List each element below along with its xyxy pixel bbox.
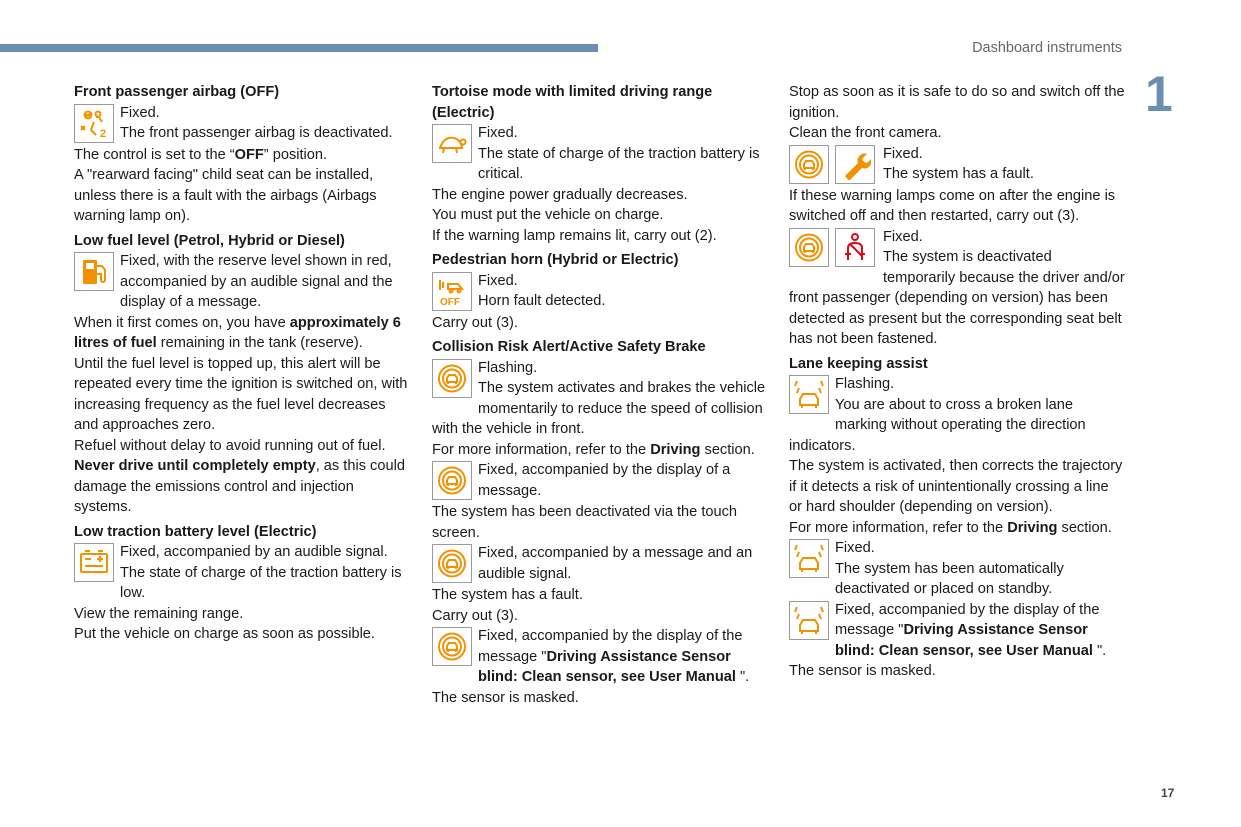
column-3 xyxy=(789,82,1125,682)
fuel-state: Fixed, with the reserve level shown in red, accompanied by an audible signal and the display of a message. xyxy=(120,253,393,310)
airbag-off-icon xyxy=(74,104,114,143)
horn-section xyxy=(432,250,768,333)
collision-e2-desc: The system has been deactivated via the touch screen. xyxy=(432,504,738,541)
seatbelt-desc: The system is deactivated temporarily because the driver and/or front passenger (depending on version) has been detected as present but the corresponding seat belt has not been fastened. xyxy=(789,249,1125,347)
airbag-state: Fixed. xyxy=(120,104,160,121)
seatbelt-icon xyxy=(835,228,875,267)
collision-alert-icon xyxy=(789,145,829,184)
airbag-heading: Front passenger airbag (OFF) xyxy=(74,84,280,100)
airbag-section xyxy=(74,82,408,227)
fuel-p1: When it first comes on, you have approximately 6 litres of fuel remaining in the tank (reserve). xyxy=(74,314,401,351)
header-accent-bar xyxy=(0,44,598,52)
fuel-pump-icon xyxy=(74,252,114,291)
collision-e1-desc: The system activates and brakes the vehicle momentarily to reduce the speed of collision with the vehicle in front. xyxy=(432,380,766,437)
horn-p1: Carry out (3). xyxy=(432,314,518,331)
collision-alert-icon xyxy=(789,228,829,267)
horn-desc: Horn fault detected. xyxy=(478,293,606,309)
tortoise-p2: You must put the vehicle on charge. xyxy=(432,207,664,223)
lane-e1-state: Flashing. xyxy=(835,376,895,392)
battery-heading: Low traction battery level (Electric) xyxy=(74,523,317,540)
tortoise-section xyxy=(432,82,768,246)
clean-camera-instruction: Clean the front camera. xyxy=(789,125,942,141)
collision-e2-state: Fixed, accompanied by the display of a message. xyxy=(478,462,731,499)
fault-p1: If these warning lamps come on after the engine is switched off and then restarted, carry out (3). xyxy=(789,187,1116,224)
pedestrian-horn-off-icon xyxy=(432,272,472,311)
battery-section xyxy=(74,522,408,645)
tortoise-state: Fixed. xyxy=(478,125,518,141)
fault-desc: The system has a fault. xyxy=(883,166,1034,182)
tortoise-icon xyxy=(432,124,472,163)
fuel-p3: Refuel without delay to avoid running out of fuel. xyxy=(74,437,386,454)
fault-section xyxy=(789,144,1125,227)
section-title: Dashboard instruments xyxy=(972,40,1122,56)
lane-e1-p1: The system is activated, then corrects the trajectory if it detects a risk of unintentionally crossing a line or hard shoulder (depending on version). xyxy=(789,458,1123,515)
page-number: 17 xyxy=(1161,786,1175,800)
collision-e3-desc: The system has a fault. xyxy=(432,587,583,603)
column-2 xyxy=(432,82,768,708)
column-1 xyxy=(74,82,408,645)
chapter-number: 1 xyxy=(1145,66,1173,122)
collision-alert-icon xyxy=(432,627,472,666)
collision-section xyxy=(432,337,768,708)
battery-desc: The state of charge of the traction battery is low. xyxy=(120,564,402,601)
lane-section xyxy=(789,354,1125,682)
collision-e3-more: Carry out (3). xyxy=(432,607,518,624)
tortoise-p3: If the warning lamp remains lit, carry out (2). xyxy=(432,227,717,244)
airbag-desc: The front passenger airbag is deactivated. xyxy=(120,125,393,141)
collision-e1-more: For more information, refer to the Driving section. xyxy=(432,441,755,458)
wrench-icon xyxy=(835,145,875,184)
collision-e4-desc: The sensor is masked. xyxy=(432,689,579,706)
lane-heading: Lane keeping assist xyxy=(789,355,928,372)
collision-alert-icon xyxy=(432,544,472,583)
fuel-heading: Low fuel level (Petrol, Hybrid or Diesel) xyxy=(74,232,345,249)
lane-e2-desc: The system has been automatically deactivated or placed on standby. xyxy=(835,560,1064,597)
lane-keeping-icon xyxy=(789,375,829,414)
seatbelt-section xyxy=(789,227,1125,350)
battery-state: Fixed, accompanied by an audible signal. xyxy=(120,544,388,560)
tortoise-desc: The state of charge of the traction battery is critical. xyxy=(478,145,760,182)
battery-icon xyxy=(74,543,114,582)
battery-p1: View the remaining range. xyxy=(74,605,244,622)
airbag-p2: A "rearward facing" child seat can be installed, unless there is a fault with the airbags (Airbags warning lamp on). xyxy=(74,167,377,224)
lane-keeping-icon xyxy=(789,539,829,578)
horn-state: Fixed. xyxy=(478,272,518,289)
collision-alert-icon xyxy=(432,359,472,398)
collision-heading: Collision Risk Alert/Active Safety Brake xyxy=(432,339,706,355)
svg-text:OFF: OFF xyxy=(440,296,460,307)
collision-e4-state: Fixed, accompanied by the display of the message "Driving Assistance Sensor blind: Clean sensor, see User Manual ". xyxy=(478,628,750,685)
tortoise-heading: Tortoise mode with limited driving range (Electric) xyxy=(432,84,713,121)
lane-e3-desc: The sensor is masked. xyxy=(789,663,936,679)
collision-e3-state: Fixed, accompanied by a message and an audible signal. xyxy=(478,545,753,582)
tortoise-p1: The engine power gradually decreases. xyxy=(432,186,688,203)
svg-text:2: 2 xyxy=(100,127,107,139)
collision-alert-icon xyxy=(432,461,472,500)
lane-e1-more: For more information, refer to the Driving section. xyxy=(789,519,1112,536)
fuel-p4: Never drive until completely empty, as this could damage the emissions control and injection systems. xyxy=(74,458,405,515)
lane-e1-desc: You are about to cross a broken lane marking without operating the direction indicators. xyxy=(789,396,1086,454)
lane-e3-state: Fixed, accompanied by the display of the message "Driving Assistance Sensor blind: Clean sensor, see User Manual ". xyxy=(835,601,1107,659)
fuel-section xyxy=(74,231,408,518)
collision-e1-state: Flashing. xyxy=(478,359,538,376)
airbag-p1: The control is set to the “OFF” position. xyxy=(74,146,328,163)
battery-p2: Put the vehicle on charge as soon as possible. xyxy=(74,626,375,642)
stop-instruction: Stop as soon as it is safe to do so and switch off the ignition. xyxy=(789,84,1125,121)
fault-state: Fixed. xyxy=(883,145,923,162)
lane-keeping-icon xyxy=(789,601,829,640)
horn-heading: Pedestrian horn (Hybrid or Electric) xyxy=(432,252,679,268)
lane-e2-state: Fixed. xyxy=(835,540,875,556)
fuel-p2: Until the fuel level is topped up, this alert will be repeated every time the ignition is switched on, with increasing frequency as the fuel level decreases and approaches zero. xyxy=(74,355,408,433)
seatbelt-state: Fixed. xyxy=(883,228,923,245)
